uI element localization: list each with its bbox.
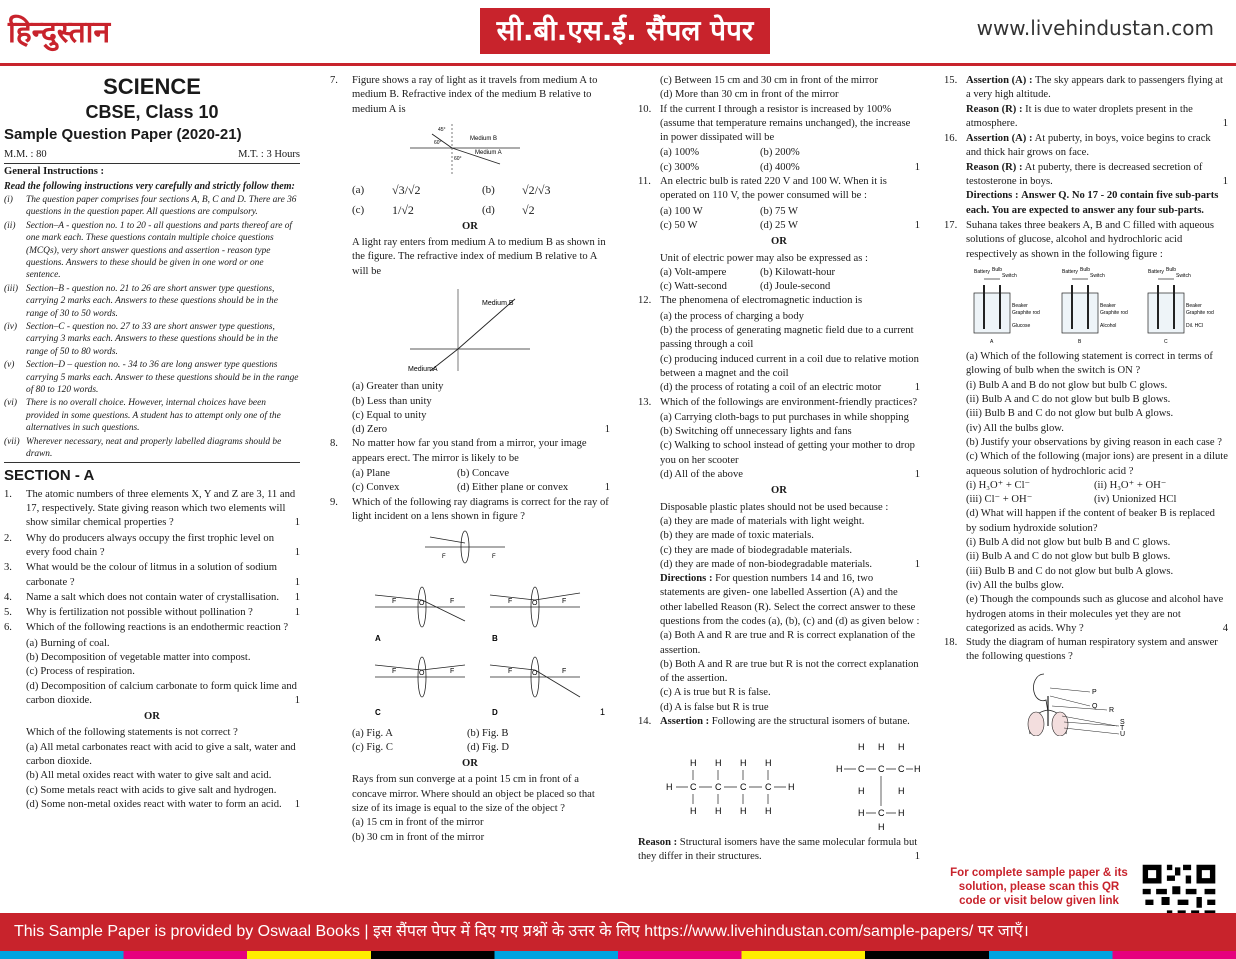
option: (b) All metal oxides react with water to give salt and acid. [26,770,272,782]
lens-figure-a [375,587,465,643]
newspaper-logo[interactable]: हिन्दुस्तान [8,15,111,50]
svg-text:Dil. HCl: Dil. HCl [1186,322,1203,329]
question-14: 14. Assertion : Following are the structural isomers of butane. [638,716,910,728]
svg-text:Switch: Switch [1176,272,1191,279]
option: (b) Switching off unnecessary lights and fans [660,426,852,438]
column-1 [4,74,300,812]
option: (d) Some non-metal oxides react with water to form an acid. 1 [26,798,300,810]
beaker-c [1148,267,1214,345]
instruction-item: (iii) Section–B - question no. 21 to 26 are short answer type questions, carrying 2 marks each. Answers to these questions should be in the range of 30 to 50 words. [4,283,278,319]
paper-title: Sample Question Paper (2020-21) [4,126,242,143]
svg-text:C: C [878,764,885,775]
n-butane-structure [666,758,795,816]
question-7-alt: A light ray enters from medium A to medium B as shown in the figure. The refractive index of medium B relative to A will be [352,237,606,277]
question-12: 12. The phenomena of electromagnetic induction is [638,295,863,307]
option: (a) they are made of materials with light weight. [660,515,865,527]
or-divider: OR [462,220,478,232]
lens-question-figure [425,531,505,563]
question-16: 16. Assertion (A) : At puberty, in boys, voice begins to crack and thick hair grows on face. Reason (R) : At puberty, there is decreased secretion of testosterone in boys. 1 Directions : Answer Q. No 17 - 20 contain five sub-parts each. You are expected to answer any four sub-parts. [944,133,1228,216]
question-6: 6. Which of the following reactions is an endothermic reaction ? [4,622,289,634]
or-divider: OR [462,758,478,770]
svg-text:C: C [715,782,722,793]
svg-text:H: H [836,764,843,775]
option: (d) Zero 1 [352,424,610,436]
option: (d) More than 30 cm in front of the mirror [660,89,839,101]
question-8: 8. No matter how far you stand from a mirror, your image appears erect. The mirror is likely to be [330,438,587,464]
svg-text:F: F [508,668,513,676]
option: (b) Both A and R are true but R is not the correct explanation of the assertion. [660,658,919,685]
lens-ray-diagrams [330,525,610,721]
beaker-b [1062,267,1128,345]
svg-text:C: C [765,782,772,793]
head-outline [1033,674,1048,712]
question-7: 7. Figure shows a ray of light as it travels from medium A to medium B. Refractive index of the medium B relative to medium A is [330,75,598,115]
question-9-alt: Rays from sun converge at a point 15 cm in front of a concave mirror. Where should an object be placed so that size of its image is equal to the size of the object ? [352,774,595,815]
color-registration-strip [0,951,1236,959]
option: (d) All of the above 1 [660,469,920,481]
svg-text:H: H [666,782,673,793]
svg-text:A: A [990,338,994,345]
question-13: 13. Which of the followings are environment-friendly practices? [638,396,918,408]
refraction-figure-1 [330,118,610,178]
svg-text:Beaker: Beaker [1100,302,1116,309]
option: (iv) All the bulbs glow. [966,422,1064,434]
svg-text:H: H [878,822,885,831]
question-6-alt: Which of the following statements is not correct ? [26,727,238,739]
page-banner-title: सी.बी.एस.ई. सैंपल पेपर [480,8,770,54]
or-divider: OR [771,485,787,497]
question-11: 11. An electric bulb is rated 220 V and 100 W. When it is operated on 110 V, the power consumed will be : [638,176,887,202]
svg-text:Battery: Battery [1062,268,1078,275]
q11-options: (a) 100 W (b) 75 W (c) 50 W (d) 25 W 1 [660,205,920,231]
question-1: 1. The atomic numbers of three elements X, Y and Z are 3, 11 and 17, respectively. State giving reason which two elements will show similar chemical properties ? 1 [4,488,300,529]
q11-alt-options: (a) Volt-ampere (b) Kilowatt-hour (c) Watt-second (d) Joule-second [660,266,836,293]
svg-text:H: H [740,758,747,769]
angle-label: 60° [434,139,442,146]
question-14-reason: Reason : Structural isomers have the same molecular formula but they differ in their structures. 1 [638,836,920,862]
lens-figure-c [375,657,465,717]
column-2 [330,74,610,845]
svg-text:H: H [898,786,905,797]
svg-text:H: H [858,808,865,819]
option: (b) they are made of toxic materials. [660,530,814,542]
svg-text:U: U [1120,730,1126,736]
svg-text:Bulb: Bulb [1166,266,1177,273]
svg-text:F: F [442,554,446,561]
svg-text:O: O [532,670,538,678]
beaker-a [974,267,1040,345]
option: (d) Decomposition of calcium carbonate to form quick lime and carbon dioxide. 1 [26,680,300,706]
instruction-item: (iv) Section–C - question no. 27 to 33 are short answer type questions, carrying 3 marks each. Answers to these questions should be in the range of 50 to 80 words. [4,321,278,357]
option: (c) A is true but R is false. [660,687,771,699]
option: (b) Decomposition of vegetable matter into compost. [26,651,251,663]
svg-text:C: C [740,782,747,793]
option: (b) Less than unity [352,395,432,407]
svg-text:F: F [508,598,513,606]
question-17: 17. Suhana takes three beakers A, B and C filled with aqueous solutions of glucose, alcohol and hydrochloric acid respectively as shown in the following figure : [944,219,1215,260]
question-15: 15. Assertion (A) : The sky appears dark to passengers flying at a very high altitude. Reason (R) : It is due to water droplets present in the atmosphere. 1 [944,75,1228,129]
column-4 [944,74,1228,741]
question-2: 2. Why do producers always occupy the first trophic level on every food chain ? 1 [4,532,300,558]
question-9: 9. Which of the following ray diagrams is correct for the ray of light incident on a lens shown in figure ? [330,496,609,522]
option: (a) 15 cm in front of the mirror [352,817,484,829]
svg-text:H: H [898,808,905,819]
option: (c) producing induced current in a coil due to relative motion between a magnet and the coil [660,353,919,379]
svg-text:O: O [532,600,538,608]
option: (d) the process of rotating a coil of an electric motor 1 [660,382,920,394]
right-lung [1052,712,1068,736]
or-divider: OR [144,711,160,723]
lens-figure-d [490,657,605,717]
board-title: CBSE, Class 10 [85,102,219,122]
svg-text:Beaker: Beaker [1186,302,1202,309]
svg-text:R: R [1109,706,1115,714]
angle-label: 60° [454,155,462,162]
instruction-item: (ii) Section–A - question no. 1 to 20 - all questions and parts thereof are of one mark each. These questions contain multiple choice questions (MCQs), very short answer questions and assertion - reason type questions. Answers to these should be given in one word or one sentence. [4,220,293,281]
medium-a-label: MediumA [408,365,438,373]
svg-text:H: H [690,758,697,769]
svg-text:B: B [1078,338,1082,345]
svg-text:Alcohol: Alcohol [1100,322,1117,329]
svg-text:S: S [1120,718,1125,726]
section-a-heading: SECTION - A [4,467,95,485]
instructions-intro: Read the following instructions very carefully and strictly follow them: [4,180,295,192]
option: (c) Some metals react with acids to give salt and hydrogen. [26,784,277,796]
svg-text:Bulb: Bulb [1080,266,1091,273]
question-13-alt: Disposable plastic plates should not be used because : [660,501,889,513]
svg-text:C: C [898,764,905,775]
q17c-options: (i) H₃O⁺ + Cl⁻ (ii) H₃O⁺ + OH⁻ (iii) Cl⁻ + OH⁻ (iv) Unionized HCl [966,479,1177,506]
svg-text:H: H [878,742,885,753]
svg-text:O: O [419,670,425,678]
instructions-heading: General Instructions : [4,166,105,178]
option: (c) Walking to school instead of getting your mother to drop you on her scooter [660,440,915,466]
svg-text:A: A [375,634,381,644]
svg-text:Battery: Battery [974,268,990,275]
svg-text:Graphite rod: Graphite rod [1100,309,1128,316]
svg-text:C: C [858,764,865,775]
svg-text:F: F [392,668,397,676]
option: (c) Equal to unity [352,409,427,421]
svg-text:F: F [562,668,567,676]
svg-text:H: H [914,764,920,775]
svg-text:Bulb: Bulb [992,266,1003,273]
svg-text:Switch: Switch [1090,272,1105,279]
svg-text:H: H [765,758,772,769]
svg-text:H: H [858,742,865,753]
svg-text:B: B [492,634,498,644]
option: (d) they are made of non-biodegradable materials. 1 [660,558,920,570]
beakers-figure [944,263,1228,345]
instruction-item: (vi) There is no overall choice. However, internal choices have been provided in some questions. A student has to attempt only one of the alternatives in such questions. [4,398,281,434]
question-10: 10. If the current I through a resistor is increased by 100% (assume that temperature remains unchanged), the increase in power dissipated will be [638,103,911,144]
qr-note: For complete sample paper & its solution, please scan this QR code or visit below given link [950,867,1128,907]
svg-text:O: O [419,600,425,608]
svg-text:H: H [715,806,722,817]
directions-block: Directions : For question numbers 14 and 16, two statements are given- one labelled Assertion (A) and the other labelled Reason (R). Select the correct answer to these questions from the codes (a), (b), (c) and (d) as given below : [660,573,920,627]
option: (a) Both A and R are true and R is correct explanation of the assertion. [660,630,916,656]
option: (iii) Bulb B and C do not glow but bulb A glows. [966,408,1174,420]
max-time: M.T. : 3 Hours [238,149,300,160]
page-header [0,0,1236,66]
option: (iv) All the bulbs glow. [966,579,1064,591]
ray [430,537,465,543]
svg-text:Battery: Battery [1148,268,1164,275]
option: (a) the process of charging a body [660,310,804,322]
option: (c) they are made of biodegradable materials. [660,544,853,556]
column-3 [638,74,920,864]
q7-options: (a) √3/√2 (b) √2/√3 (c) 1/√2 (d) √2 [330,183,610,218]
svg-text:Graphite rod: Graphite rod [1012,309,1040,316]
instruction-item: (v) Section–D – question no. - 34 to 36 are long answer type questions carrying 5 marks each. Answer to these questions should be in the range of 80 to 120 words. [4,360,299,395]
question-18: 18. Study the diagram of human respiratory system and answer the following questions ? [944,637,1218,663]
q10-options: (a) 100% (b) 200% (c) 300% (d) 400% 1 [660,147,920,173]
or-divider: OR [771,236,787,248]
lens-figure-b [490,587,580,643]
sub-question: (c) Which of the following (major ions) are present in a dilute aqueous solution of hydrochloric acid ? [966,451,1228,477]
angle-label: 45° [438,126,446,133]
sqrt2: √2 [522,203,535,218]
svg-text:Graphite rod: Graphite rod [1186,309,1214,316]
refraction-figure-2 [330,279,610,375]
option: (b) the process of generating magnetic field due to a current passing through a coil [660,325,914,351]
medium-a-label: Medium A [475,149,502,156]
respiratory-system-figure [944,666,1228,736]
option: (iii) Bulb B and C do not glow but bulb A glows. [966,565,1174,577]
svg-text:C: C [1164,338,1168,345]
option: (a) Carrying cloth-bags to put purchases in while shopping [660,411,909,423]
sqrt3-over-sqrt2: √3/√2 [392,183,421,198]
svg-text:C: C [375,708,381,718]
svg-text:Q: Q [1092,702,1098,710]
medium-b-label: Medium B [482,299,514,307]
question-4: 4. Name a salt which does not contain water of crystallisation. 1 [4,591,300,603]
marks-time-row [4,148,300,164]
svg-text:H: H [858,786,865,797]
q8-options: (a) Plane (b) Concave (c) Convex (d) Either plane or convex 1 [352,468,610,494]
option: (d) A is false but R is true [660,701,769,713]
svg-text:F: F [562,598,567,606]
option: (ii) Bulb A and C do not glow but bulb B glows. [966,394,1171,406]
svg-text:F: F [392,598,397,606]
question-5: 5. Why is fertilization not possible without pollination ? 1 [4,607,300,619]
sqrt2-over-sqrt3: √2/√3 [522,183,551,198]
svg-text:H: H [788,782,795,793]
option: (a) Burning of coal. [26,637,110,649]
option: (c) Between 15 cm and 30 cm in front of the mirror [660,75,878,86]
subject-title: SCIENCE [103,74,201,99]
isobutane-structure [836,742,920,830]
sub-question: (e) Though the compounds such as glucose and alcohol have hydrogen atoms in their molecules yet they are not categorized as acids. Why ? 4 [966,594,1228,634]
medium-b-label: Medium B [470,135,498,142]
svg-text:T: T [1120,724,1125,732]
butane-isomers-figure [638,730,920,830]
question-3: 3. What would be the colour of litmus in a solution of sodium carbonate ? 1 [4,562,300,588]
svg-text:H: H [715,758,722,769]
sub-question: (b) Justify your observations by giving reason in each case ? [966,436,1222,448]
left-lung [1028,712,1044,736]
instructions-list [4,194,300,464]
svg-text:H: H [898,742,905,753]
q9-options: (a) Fig. A (b) Fig. B (c) Fig. C (d) Fig. D [352,727,510,753]
sub-question: (a) Which of the following statement is correct in terms of glowing of bulb when the switch is ON ? [966,351,1213,377]
one-over-sqrt2: 1/√2 [392,203,414,218]
svg-text:C: C [878,808,885,819]
instruction-item: (i) The question paper comprises four sections A, B, C and D. There are 36 questions in the question paper. All questions are compulsory. [4,194,297,218]
svg-text:F: F [492,554,496,561]
svg-text:F: F [450,668,455,676]
svg-text:C: C [690,782,697,793]
svg-text:Switch: Switch [1002,272,1017,279]
footer-banner[interactable]: This Sample Paper is provided by Oswaal Books | इस सैंपल पेपर में दिए गए प्रश्नों के उत्तर के लिए https://www.livehindustan.com/sample-papers/ पर जाएँ। [0,913,1236,951]
question-11-alt: Unit of electric power may also be expressed as : [660,252,868,264]
option: (i) Bulb A and B do not glow but bulb C glows. [966,379,1168,391]
svg-text:Beaker: Beaker [1012,302,1028,309]
option: (c) Process of respiration. [26,666,135,678]
svg-text:H: H [765,806,772,817]
option: (ii) Bulb A and C do not glow but bulb B glows. [966,551,1171,563]
svg-text:H: H [690,806,697,817]
svg-text:F: F [450,598,455,606]
option: (b) 30 cm in front of the mirror [352,831,485,843]
svg-text:1: 1 [600,707,606,718]
option: (i) Bulb A did not glow but bulb B and C glows. [966,537,1171,549]
site-url-link[interactable]: www.livehindustan.com [976,16,1214,40]
max-marks: M.M. : 80 [4,149,47,160]
svg-text:H: H [740,806,747,817]
option: (a) Greater than unity [352,381,444,393]
option: (a) All metal carbonates react with acid to give a salt, water and carbon dioxide. [26,741,296,768]
svg-text:P: P [1092,688,1097,696]
instruction-item: (vii) Wherever necessary, neat and properly labelled diagrams should be drawn. [4,436,300,464]
svg-text:Glucose: Glucose [1012,322,1031,329]
sub-question: (d) What will happen if the content of beaker B is replaced by sodium hydroxide solution? [966,508,1215,534]
svg-text:D: D [492,708,498,718]
